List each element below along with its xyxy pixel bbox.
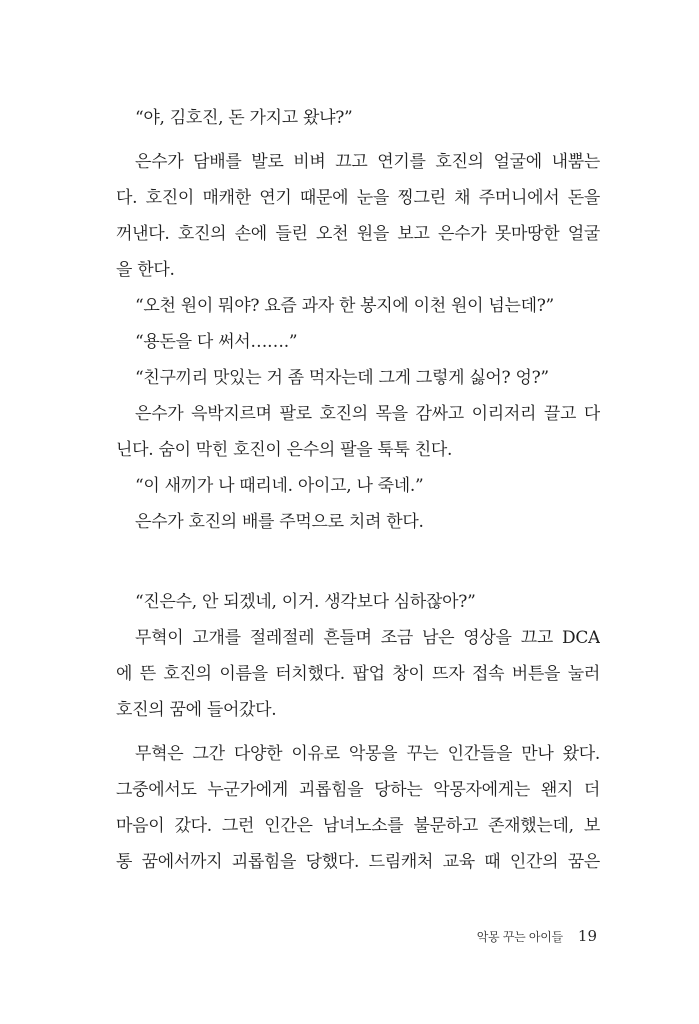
paragraph-line: 마음이 갔다. 그런 인간은 남녀노소를 불문하고 존재했는데, 보 bbox=[116, 816, 600, 836]
dialogue-line: “진은수, 안 되겠네, 이거. 생각보다 심하잖아?” bbox=[135, 592, 476, 612]
paragraph-line: 은수가 호진의 배를 주먹으로 치려 한다. bbox=[135, 512, 424, 532]
paragraph-line: 꺼낸다. 호진의 손에 들린 오천 원을 보고 은수가 못마땅한 얼굴 bbox=[116, 224, 600, 244]
paragraph-line: 통 꿈에서까지 괴롭힘을 당했다. 드림캐처 교육 때 인간의 꿈은 bbox=[116, 852, 600, 872]
paragraph-line: 은수가 윽박지르며 팔로 호진의 목을 감싸고 이리저리 끌고 다 bbox=[135, 404, 600, 424]
book-title: 악몽 꾸는 아이들 bbox=[476, 930, 563, 944]
dialogue-line: “용돈을 다 써서…….” bbox=[135, 332, 298, 352]
paragraph-line: 그중에서도 누군가에게 괴롭힘을 당하는 악몽자에게는 왠지 더 bbox=[116, 780, 600, 800]
paragraph-line: 무혁은 그간 다양한 이유로 악몽을 꾸는 인간들을 만나 왔다. bbox=[135, 744, 600, 764]
dialogue-line: “이 새끼가 나 때리네. 아이고, 나 죽네.” bbox=[135, 476, 424, 496]
dialogue-line: “오천 원이 뭐야? 요즘 과자 한 봉지에 이천 원이 넘는데?” bbox=[135, 296, 554, 316]
dialogue-line: “친구끼리 맛있는 거 좀 먹자는데 그게 그렇게 싫어? 엉?” bbox=[135, 368, 549, 388]
running-footer bbox=[477, 926, 597, 945]
paragraph-line: 에 뜬 호진의 이름을 터치했다. 팝업 창이 뜨자 접속 버튼을 눌러 bbox=[116, 664, 600, 684]
paragraph-line: 호진의 꿈에 들어갔다. bbox=[116, 700, 277, 720]
paragraph-line: 다. 호진이 매캐한 연기 때문에 눈을 찡그린 채 주머니에서 돈을 bbox=[116, 188, 600, 208]
paragraph-line: 무혁이 고개를 절레절레 흔들며 조금 남은 영상을 끄고 DCA bbox=[135, 628, 600, 648]
paragraph-line: 은수가 담배를 발로 비벼 끄고 연기를 호진의 얼굴에 내뿜는 bbox=[135, 152, 600, 172]
paragraph-line: 닌다. 숨이 막힌 호진이 은수의 팔을 툭툭 친다. bbox=[116, 440, 453, 460]
dialogue-line: “야, 김호진, 돈 가지고 왔냐?” bbox=[135, 108, 353, 128]
page-number: 19 bbox=[577, 927, 597, 945]
paragraph-line: 을 한다. bbox=[116, 260, 175, 280]
